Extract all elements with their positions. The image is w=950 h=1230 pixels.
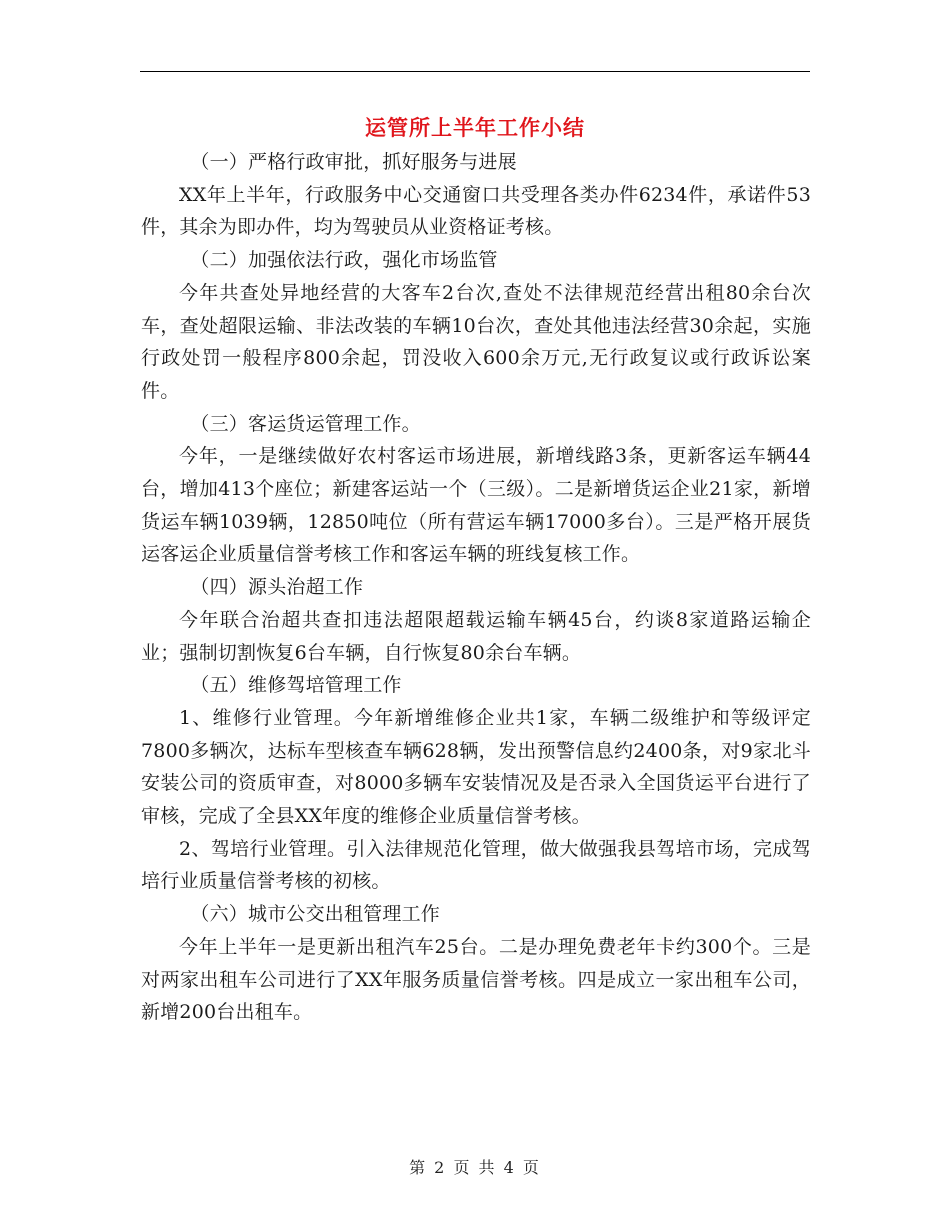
body-paragraph: 今年联合治超共查扣违法超限超载运输车辆45台，约谈8家道路运输企业；强制切割恢复6台车辆，自行恢复80余台车辆。	[141, 608, 811, 664]
document-title: 运管所上半年工作小结	[365, 116, 585, 140]
section-heading: （六）城市公交出租管理工作	[190, 903, 440, 926]
body-paragraph: 今年，一是继续做好农村客运市场进展，新增线路3条，更新客运车辆44台，增加413个座位；新建客运站一个（三级）。二是新增货运企业21家，新增货运车辆1039辆，12850吨位（所有营运车辆17000多台）。三是严格开展货运客运企业质量信誉考核工作和客运车辆的班线复核工作。	[141, 445, 811, 566]
body-paragraph: XX年上半年，行政服务中心交通窗口共受理各类办件6234件，承诺件53件，其余为即办件，均为驾驶员从业资格证考核。	[141, 183, 811, 239]
section-heading: （五）维修驾培管理工作	[190, 674, 402, 697]
body-paragraph: 今年上半年一是更新出租汽车25台。二是办理免费老年卡约300个。三是对两家出租车公司进行了XX年服务质量信誉考核。四是成立一家出租车公司，新增200台出租车。	[141, 935, 811, 1024]
body-paragraph: 2、驾培行业管理。引入法律规范化管理，做大做强我县驾培市场，完成驾培行业质量信誉考核的初核。	[141, 837, 811, 893]
body-paragraph: 今年共查处异地经营的大客车2台次,查处不法律规范经营出租80余台次车，查处超限运输、非法改装的车辆10台次，查处其他违法经营30余起，实施行政处罚一般程序800余起，罚没收入600余万元,无行政复议或行政诉讼案件。	[141, 281, 811, 402]
header-rule	[140, 71, 810, 72]
page-number-footer: 第 2 页 共 4 页	[409, 1158, 541, 1177]
body-paragraph: 1、维修行业管理。今年新增维修企业共1家，车辆二级维护和等级评定7800多辆次，达标车型核查车辆628辆，发出预警信息约2400条，对9家北斗安装公司的资质审查，对8000多辆车安装情况及是否录入全国货运平台进行了审核，完成了全县XX年度的维修企业质量信誉考核。	[141, 706, 811, 828]
section-heading: （三）客运货运管理工作。	[190, 412, 421, 435]
section-heading: （一）严格行政审批，抓好服务与进展	[190, 151, 517, 173]
section-heading: （二）加强依法行政，强化市场监管	[190, 249, 498, 272]
document-body	[141, 146, 811, 1029]
section-heading: （四）源头治超工作	[190, 576, 364, 599]
